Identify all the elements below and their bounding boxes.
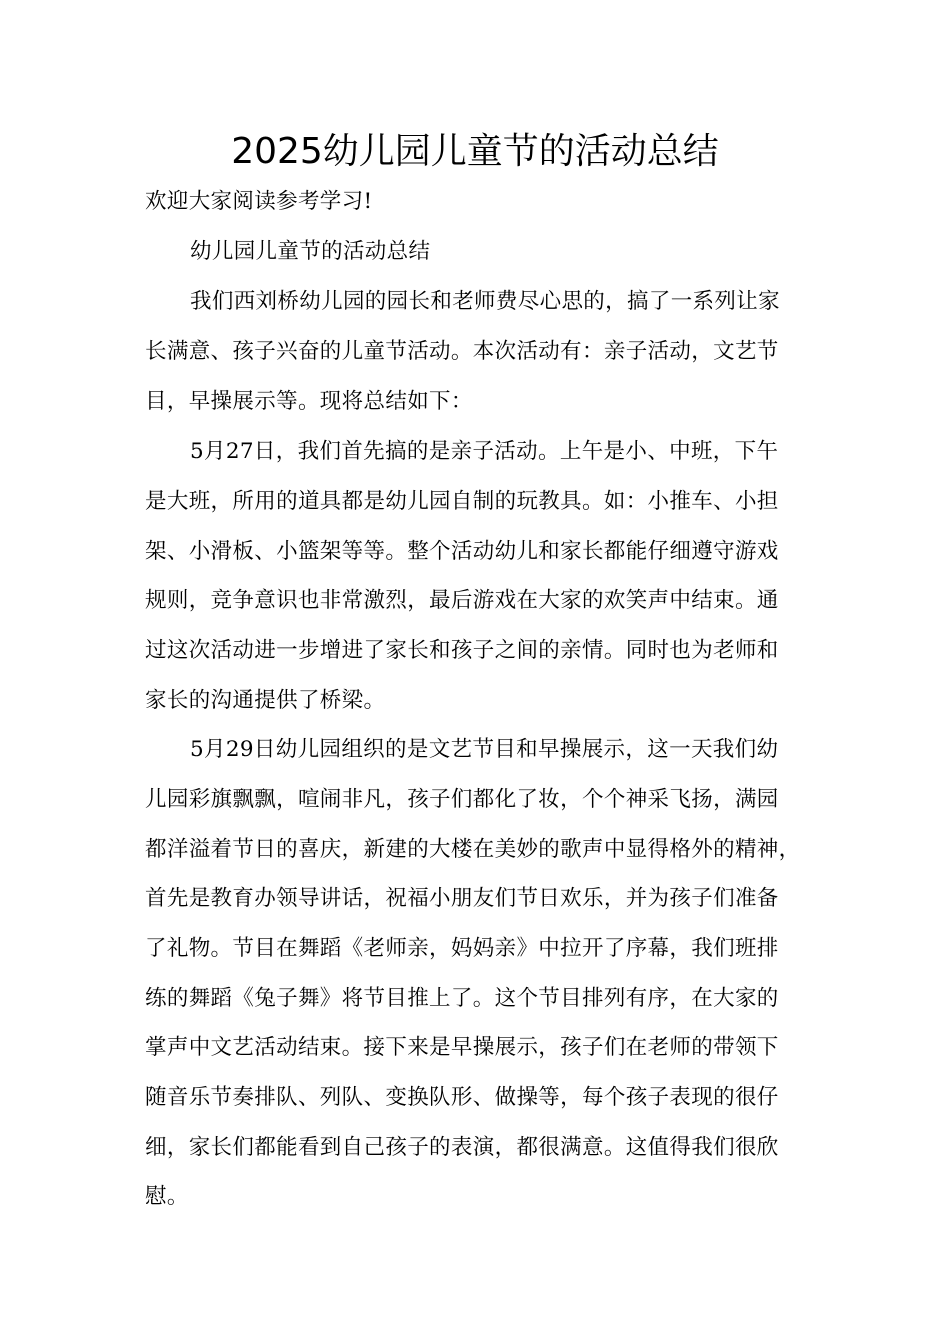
paragraph-line: 家长的沟通提供了桥梁。 [145, 688, 386, 713]
paragraph-line: 规则，竞争意识也非常激烈，最后游戏在大家的欢笑声中结束。通 [145, 588, 779, 613]
paragraph-line: 了礼物。节目在舞蹈《老师亲，妈妈亲》中拉开了序幕，我们班排 [145, 936, 779, 961]
paragraph-line: 过这次活动进一步增进了家长和孩子之间的亲情。同时也为老师和 [145, 638, 779, 663]
paragraph-line: 长满意、孩子兴奋的儿童节活动。本次活动有：亲子活动，文艺节 [145, 339, 779, 364]
intro-line: 欢迎大家阅读参考学习! [145, 189, 373, 214]
paragraph-line: 都洋溢着节日的喜庆，新建的大楼在美妙的歌声中显得格外的精神， [145, 837, 801, 862]
paragraph-line: 5月29日幼儿园组织的是文艺节目和早操展示，这一天我们幼 [190, 737, 779, 762]
paragraph-line: 随音乐节奏排队、列队、变换队形、做操等，每个孩子表现的很仔 [145, 1085, 779, 1110]
paragraph-line: 是大班，所用的道具都是幼儿园自制的玩教具。如：小推车、小担 [145, 489, 779, 514]
paragraph-line: 目，早操展示等。现将总结如下： [145, 389, 473, 414]
paragraph-line: 慰。 [145, 1184, 189, 1209]
paragraph-line: 细，家长们都能看到自己孩子的表演，都很满意。这值得我们很欣 [145, 1135, 779, 1160]
paragraph-line: 我们西刘桥幼儿园的园长和老师费尽心思的，搞了一系列让家 [190, 289, 780, 314]
paragraph-line: 掌声中文艺活动结束。接下来是早操展示，孩子们在老师的带领下 [145, 1035, 779, 1060]
paragraph-line: 首先是教育办领导讲话，祝福小朋友们节日欢乐，并为孩子们准备 [145, 886, 779, 911]
paragraph-line: 儿园彩旗飘飘，喧闹非凡，孩子们都化了妆，个个神采飞扬，满园 [145, 787, 779, 812]
paragraph-line: 5月27日，我们首先搞的是亲子活动。上午是小、中班，下午 [190, 439, 779, 464]
paragraph-line: 架、小滑板、小篮架等等。整个活动幼儿和家长都能仔细遵守游戏 [145, 539, 779, 564]
subtitle-line: 幼儿园儿童节的活动总结 [190, 239, 431, 264]
page-title: 2025幼儿园儿童节的活动总结 [231, 131, 719, 172]
paragraph-line: 练的舞蹈《兔子舞》将节目推上了。这个节目排列有序，在大家的 [145, 986, 779, 1011]
